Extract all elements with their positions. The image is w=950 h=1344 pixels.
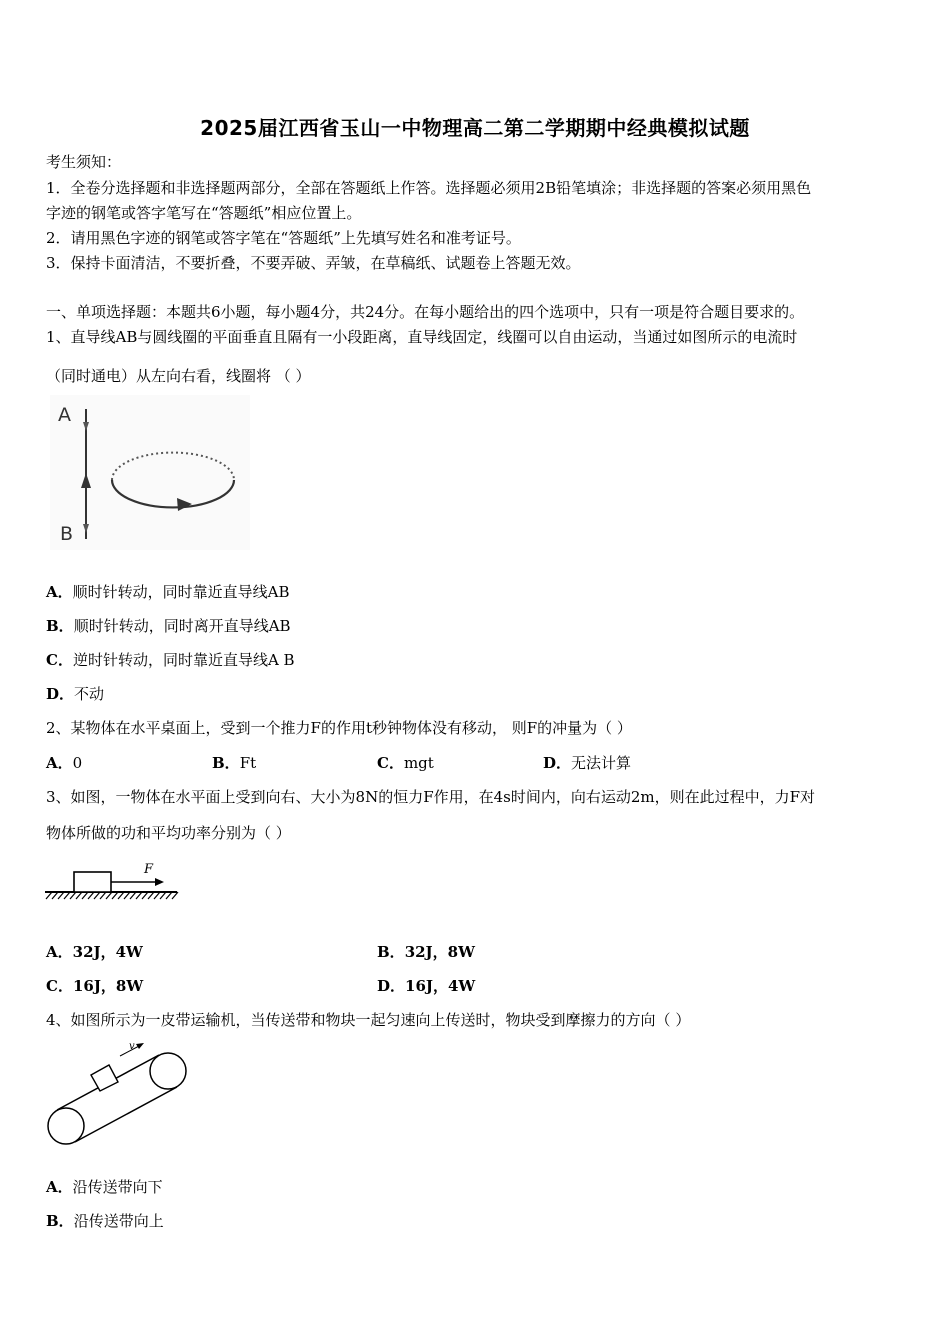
q2-option-c[interactable] bbox=[377, 753, 434, 773]
q1-figure-wire-coil bbox=[50, 395, 250, 550]
option-text: 0 bbox=[72, 754, 83, 772]
q3-option-b[interactable] bbox=[377, 942, 475, 962]
q2-option-b[interactable] bbox=[212, 753, 256, 773]
label-b: B bbox=[60, 523, 74, 545]
option-key: C． bbox=[377, 754, 404, 772]
option-text: 无法计算 bbox=[571, 754, 632, 772]
q3-option-d[interactable] bbox=[377, 976, 475, 996]
option-key: C． bbox=[46, 651, 73, 669]
option-text: 顺时针转动，同时靠近直导线AB bbox=[72, 583, 290, 601]
label-f: F bbox=[144, 862, 154, 877]
page-title: 2025届江西省玉山一中物理高二第二学期期中经典模拟试题 bbox=[200, 116, 750, 140]
option-text: Ft bbox=[239, 754, 257, 772]
option-text: 逆时针转动，同时靠近直导线A B bbox=[72, 651, 295, 669]
option-key: D． bbox=[46, 685, 75, 703]
option-text: 沿传送带向下 bbox=[72, 1178, 163, 1196]
option-key: D． bbox=[377, 977, 406, 995]
velocity-arrowhead-icon bbox=[136, 1043, 144, 1049]
notice-item: 1．全卷分选择题和非选择题两部分，全部在答题纸上作答。选择题必须用2B铅笔填涂；非选择题的答案必须用黑色 bbox=[46, 179, 812, 197]
option-text: mgt bbox=[403, 754, 434, 772]
notice-item: 字迹的钢笔或答字笔写在“答题纸”相应位置上。 bbox=[46, 204, 362, 222]
upper-pulley bbox=[150, 1053, 186, 1089]
figure-background bbox=[50, 395, 250, 550]
lower-pulley bbox=[48, 1108, 84, 1144]
q4-option-b[interactable] bbox=[46, 1211, 164, 1231]
notice-item: 3．保持卡面清洁，不要折叠，不要弄破、弄皱，在草稿纸、试题卷上答题无效。 bbox=[46, 254, 581, 272]
ground-hatching bbox=[46, 892, 178, 899]
q1-option-b[interactable] bbox=[46, 616, 291, 636]
block-on-belt bbox=[91, 1065, 118, 1091]
label-a: A bbox=[58, 404, 71, 426]
q1-option-a[interactable] bbox=[46, 582, 290, 602]
q3-stem-line1: 3、如图，一物体在水平面上受到向右、大小为8N的恒力F作用，在4s时间内，向右运动2m，则在此过程中，力F对 bbox=[46, 788, 816, 806]
option-key: D． bbox=[543, 754, 572, 772]
q3-figure-block-force bbox=[44, 858, 179, 904]
q3-option-c[interactable] bbox=[46, 976, 143, 996]
q3-option-a[interactable] bbox=[46, 942, 143, 962]
option-key: A． bbox=[46, 583, 73, 601]
q4-figure-conveyor bbox=[44, 1040, 192, 1152]
q1-stem-line1: 1、直导线AB与圆线圈的平面垂直且隔有一小段距离，直导线固定，线圈可以自由运动，当通过如图所示的电流时 bbox=[46, 328, 798, 346]
q3-stem-line2: 物体所做的功和平均功率分别为（ ） bbox=[46, 824, 291, 842]
option-key: A． bbox=[46, 754, 73, 772]
option-key: B． bbox=[46, 617, 74, 635]
option-text: 沿传送带向上 bbox=[73, 1212, 164, 1230]
q1-stem-line2: （同时通电）从左向右看，线圈将 （ ） bbox=[46, 367, 311, 385]
notice-item: 2．请用黑色字迹的钢笔或答字笔在“答题纸”上先填写姓名和准考证号。 bbox=[46, 229, 521, 247]
option-key: B． bbox=[377, 943, 405, 961]
option-text: 顺时针转动，同时离开直导线AB bbox=[73, 617, 291, 635]
option-key: B． bbox=[212, 754, 240, 772]
label-v: v bbox=[129, 1041, 135, 1052]
q4-option-a[interactable] bbox=[46, 1177, 163, 1197]
block bbox=[74, 872, 111, 892]
q1-option-d[interactable] bbox=[46, 684, 104, 704]
q1-option-c[interactable] bbox=[46, 650, 295, 670]
section-heading: 一、单项选择题：本题共6小题，每小题4分，共24分。在每小题给出的四个选项中，只有一项是符合题目要求的。 bbox=[46, 303, 805, 321]
option-text: 32J，8W bbox=[404, 943, 475, 961]
notice-heading: 考生须知： bbox=[46, 153, 122, 171]
option-text: 32J，4W bbox=[72, 943, 143, 961]
option-text: 16J，4W bbox=[405, 977, 476, 995]
option-key: C． bbox=[46, 977, 73, 995]
q4-stem: 4、如图所示为一皮带运输机，当传送带和物块一起匀速向上传送时，物块受到摩擦力的方向（ ） bbox=[46, 1011, 691, 1029]
option-text: 16J，8W bbox=[72, 977, 144, 995]
force-arrowhead-icon bbox=[155, 878, 164, 886]
option-key: B． bbox=[46, 1212, 74, 1230]
q2-option-d[interactable] bbox=[543, 753, 631, 773]
q2-stem: 2、某物体在水平桌面上，受到一个推力F的作用t秒钟物体没有移动， 则F的冲量为（ ） bbox=[46, 719, 632, 737]
belt-bottom bbox=[75, 1087, 177, 1142]
option-key: A． bbox=[46, 1178, 73, 1196]
q2-option-a[interactable] bbox=[46, 753, 82, 773]
option-key: A． bbox=[46, 943, 73, 961]
option-text: 不动 bbox=[74, 685, 105, 703]
